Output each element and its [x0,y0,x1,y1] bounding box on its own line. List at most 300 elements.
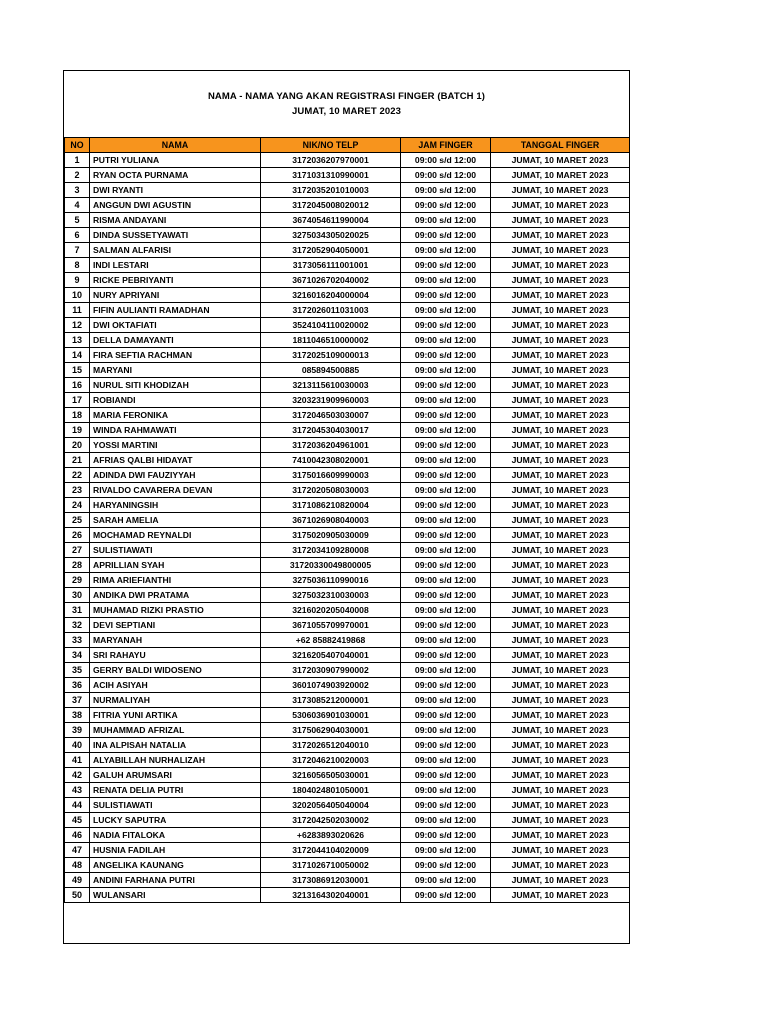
row-number: 16 [65,378,90,393]
row-name: SULISTIAWATI [90,543,261,558]
table-row [65,858,630,873]
row-tanggal-finger: JUMAT, 10 MARET 2023 [491,363,630,378]
row-nik: 3172042502030002 [261,813,401,828]
row-name: ANGELIKA KAUNANG [90,858,261,873]
row-nik: 3172045008020012 [261,198,401,213]
row-name: APRILLIAN SYAH [90,558,261,573]
row-nik: 3203231909960003 [261,393,401,408]
row-number: 29 [65,573,90,588]
row-tanggal-finger: JUMAT, 10 MARET 2023 [491,438,630,453]
row-name: NURY APRIYANI [90,288,261,303]
column-header-tanggal: TANGGAL FINGER [491,138,630,153]
row-jam-finger: 09:00 s/d 12:00 [401,243,491,258]
row-tanggal-finger: JUMAT, 10 MARET 2023 [491,633,630,648]
row-jam-finger: 09:00 s/d 12:00 [401,498,491,513]
row-jam-finger: 09:00 s/d 12:00 [401,483,491,498]
table-row [65,213,630,228]
row-jam-finger: 09:00 s/d 12:00 [401,798,491,813]
row-tanggal-finger: JUMAT, 10 MARET 2023 [491,783,630,798]
table-row [65,438,630,453]
table-row [65,348,630,363]
row-name: MARIA FERONIKA [90,408,261,423]
row-nik: 3175020905030009 [261,528,401,543]
row-jam-finger: 09:00 s/d 12:00 [401,273,491,288]
row-jam-finger: 09:00 s/d 12:00 [401,408,491,423]
row-tanggal-finger: JUMAT, 10 MARET 2023 [491,588,630,603]
row-tanggal-finger: JUMAT, 10 MARET 2023 [491,558,630,573]
row-tanggal-finger: JUMAT, 10 MARET 2023 [491,663,630,678]
row-name: DWI OKTAFIATI [90,318,261,333]
row-number: 42 [65,768,90,783]
row-name: SULISTIAWATI [90,798,261,813]
row-name: WULANSARI [90,888,261,903]
table-row [65,603,630,618]
row-nik: 3671055709970001 [261,618,401,633]
row-jam-finger: 09:00 s/d 12:00 [401,363,491,378]
row-name: ANDINI FARHANA PUTRI [90,873,261,888]
row-number: 11 [65,303,90,318]
table-row [65,888,630,903]
column-header-jam: JAM FINGER [401,138,491,153]
row-jam-finger: 09:00 s/d 12:00 [401,318,491,333]
row-jam-finger: 09:00 s/d 12:00 [401,693,491,708]
table-row [65,453,630,468]
row-name: INA ALPISAH NATALIA [90,738,261,753]
table-row [65,618,630,633]
row-nik: 3275034305020025 [261,228,401,243]
table-row [65,783,630,798]
row-number: 45 [65,813,90,828]
row-number: 40 [65,738,90,753]
table-row [65,273,630,288]
row-tanggal-finger: JUMAT, 10 MARET 2023 [491,798,630,813]
table-row [65,588,630,603]
row-nik: 3172044104020009 [261,843,401,858]
row-name: AFRIAS QALBI HIDAYAT [90,453,261,468]
row-tanggal-finger: JUMAT, 10 MARET 2023 [491,393,630,408]
row-number: 43 [65,783,90,798]
row-name: YOSSI MARTINI [90,438,261,453]
row-name: FITRIA YUNI ARTIKA [90,708,261,723]
row-tanggal-finger: JUMAT, 10 MARET 2023 [491,153,630,168]
row-jam-finger: 09:00 s/d 12:00 [401,303,491,318]
row-tanggal-finger: JUMAT, 10 MARET 2023 [491,753,630,768]
row-name: ANGGUN DWI AGUSTIN [90,198,261,213]
row-nik: 3172035201010003 [261,183,401,198]
row-jam-finger: 09:00 s/d 12:00 [401,663,491,678]
page-title: NAMA - NAMA YANG AKAN REGISTRASI FINGER (BATCH 1) [207,91,486,102]
row-nik: 3172020508030003 [261,483,401,498]
row-nik: 3172026512040010 [261,738,401,753]
row-number: 9 [65,273,90,288]
row-jam-finger: 09:00 s/d 12:00 [401,528,491,543]
table-row [65,333,630,348]
row-nik: 3216020205040008 [261,603,401,618]
row-number: 4 [65,198,90,213]
row-nik: 3175062904030001 [261,723,401,738]
row-nik: 3671026702040002 [261,273,401,288]
row-name: RISMA ANDAYANI [90,213,261,228]
row-jam-finger: 09:00 s/d 12:00 [401,603,491,618]
row-nik: 3172025109000013 [261,348,401,363]
row-nik: 3172046210020003 [261,753,401,768]
row-tanggal-finger: JUMAT, 10 MARET 2023 [491,168,630,183]
row-name: SALMAN ALFARISI [90,243,261,258]
row-jam-finger: 09:00 s/d 12:00 [401,843,491,858]
row-name: MARYANI [90,363,261,378]
row-number: 49 [65,873,90,888]
row-number: 35 [65,663,90,678]
table-row [65,318,630,333]
row-jam-finger: 09:00 s/d 12:00 [401,228,491,243]
row-jam-finger: 09:00 s/d 12:00 [401,618,491,633]
row-number: 36 [65,678,90,693]
table-row [65,693,630,708]
row-nik: 3171026710050002 [261,858,401,873]
row-tanggal-finger: JUMAT, 10 MARET 2023 [491,873,630,888]
row-jam-finger: 09:00 s/d 12:00 [401,333,491,348]
row-name: NADIA FITALOKA [90,828,261,843]
row-jam-finger: 09:00 s/d 12:00 [401,438,491,453]
table-row [65,168,630,183]
row-number: 20 [65,438,90,453]
table-row [65,393,630,408]
row-tanggal-finger: JUMAT, 10 MARET 2023 [491,453,630,468]
table-row [65,843,630,858]
row-number: 34 [65,648,90,663]
row-name: FIFIN AULIANTI RAMADHAN [90,303,261,318]
row-name: RIMA ARIEFIANTHI [90,573,261,588]
row-nik: 3175016609990003 [261,468,401,483]
row-name: DWI RYANTI [90,183,261,198]
row-name: HARYANINGSIH [90,498,261,513]
table-row [65,723,630,738]
row-name: HUSNIA FADILAH [90,843,261,858]
row-nik: 3173086912030001 [261,873,401,888]
row-number: 19 [65,423,90,438]
table-row [65,828,630,843]
row-nik: 3173085212000001 [261,693,401,708]
row-number: 10 [65,288,90,303]
row-jam-finger: 09:00 s/d 12:00 [401,393,491,408]
row-tanggal-finger: JUMAT, 10 MARET 2023 [491,318,630,333]
row-jam-finger: 09:00 s/d 12:00 [401,183,491,198]
row-tanggal-finger: JUMAT, 10 MARET 2023 [491,183,630,198]
row-name: GALUH ARUMSARI [90,768,261,783]
row-jam-finger: 09:00 s/d 12:00 [401,648,491,663]
row-jam-finger: 09:00 s/d 12:00 [401,888,491,903]
row-tanggal-finger: JUMAT, 10 MARET 2023 [491,768,630,783]
row-jam-finger: 09:00 s/d 12:00 [401,198,491,213]
row-tanggal-finger: JUMAT, 10 MARET 2023 [491,333,630,348]
row-tanggal-finger: JUMAT, 10 MARET 2023 [491,618,630,633]
row-number: 50 [65,888,90,903]
row-nik: 3275036110990016 [261,573,401,588]
row-number: 13 [65,333,90,348]
row-nik: 3173056111001001 [261,258,401,273]
row-name: RICKE PEBRIYANTI [90,273,261,288]
table-row [65,198,630,213]
row-name: LUCKY SAPUTRA [90,813,261,828]
row-tanggal-finger: JUMAT, 10 MARET 2023 [491,258,630,273]
row-tanggal-finger: JUMAT, 10 MARET 2023 [491,198,630,213]
row-name: SARAH AMELIA [90,513,261,528]
document-sheet [63,70,630,944]
table-row [65,558,630,573]
row-jam-finger: 09:00 s/d 12:00 [401,348,491,363]
row-name: ACIH ASIYAH [90,678,261,693]
row-tanggal-finger: JUMAT, 10 MARET 2023 [491,513,630,528]
table-row [65,153,630,168]
row-number: 15 [65,363,90,378]
row-jam-finger: 09:00 s/d 12:00 [401,813,491,828]
row-number: 24 [65,498,90,513]
row-name: MARYANAH [90,633,261,648]
row-number: 2 [65,168,90,183]
row-name: SRI RAHAYU [90,648,261,663]
row-tanggal-finger: JUMAT, 10 MARET 2023 [491,213,630,228]
column-header-no: NO [65,138,90,153]
table-row [65,633,630,648]
table-row [65,513,630,528]
row-name: FIRA SEFTIA RACHMAN [90,348,261,363]
row-nik: 3172052904050001 [261,243,401,258]
row-tanggal-finger: JUMAT, 10 MARET 2023 [491,348,630,363]
row-jam-finger: 09:00 s/d 12:00 [401,723,491,738]
row-nik: 1804024801050001 [261,783,401,798]
table-body [65,153,630,903]
row-nik: 3172034109280008 [261,543,401,558]
row-jam-finger: 09:00 s/d 12:00 [401,378,491,393]
row-jam-finger: 09:00 s/d 12:00 [401,633,491,648]
row-number: 28 [65,558,90,573]
row-nik: 3172045304030017 [261,423,401,438]
row-number: 1 [65,153,90,168]
row-jam-finger: 09:00 s/d 12:00 [401,543,491,558]
row-nik: 3171086210820004 [261,498,401,513]
row-tanggal-finger: JUMAT, 10 MARET 2023 [491,858,630,873]
page-subtitle: JUMAT, 10 MARET 2023 [292,106,401,117]
row-name: MUHAMMAD AFRIZAL [90,723,261,738]
row-tanggal-finger: JUMAT, 10 MARET 2023 [491,603,630,618]
row-tanggal-finger: JUMAT, 10 MARET 2023 [491,243,630,258]
row-nik: 1811046510000002 [261,333,401,348]
row-nik: 3202056405040004 [261,798,401,813]
row-jam-finger: 09:00 s/d 12:00 [401,558,491,573]
row-jam-finger: 09:00 s/d 12:00 [401,423,491,438]
row-jam-finger: 09:00 s/d 12:00 [401,678,491,693]
row-nik: 3216016204000004 [261,288,401,303]
row-nik: 31720330049800005 [261,558,401,573]
table-row [65,303,630,318]
table-row [65,768,630,783]
row-number: 5 [65,213,90,228]
row-number: 23 [65,483,90,498]
row-number: 31 [65,603,90,618]
row-nik: 3213164302040001 [261,888,401,903]
row-jam-finger: 09:00 s/d 12:00 [401,768,491,783]
row-jam-finger: 09:00 s/d 12:00 [401,783,491,798]
row-jam-finger: 09:00 s/d 12:00 [401,288,491,303]
table-row [65,498,630,513]
row-name: WINDA RAHMAWATI [90,423,261,438]
row-name: ADINDA DWI FAUZIYYAH [90,468,261,483]
row-number: 21 [65,453,90,468]
row-tanggal-finger: JUMAT, 10 MARET 2023 [491,228,630,243]
row-name: RENATA DELIA PUTRI [90,783,261,798]
row-jam-finger: 09:00 s/d 12:00 [401,738,491,753]
row-number: 26 [65,528,90,543]
row-jam-finger: 09:00 s/d 12:00 [401,573,491,588]
row-tanggal-finger: JUMAT, 10 MARET 2023 [491,648,630,663]
row-number: 25 [65,513,90,528]
row-nik: 3171031310990001 [261,168,401,183]
row-name: RIVALDO CAVARERA DEVAN [90,483,261,498]
table-row [65,708,630,723]
row-nik: 3216056505030001 [261,768,401,783]
row-number: 30 [65,588,90,603]
table-row [65,288,630,303]
column-header-nama: NAMA [90,138,261,153]
row-number: 14 [65,348,90,363]
table-row [65,738,630,753]
row-name: NURUL SITI KHODIZAH [90,378,261,393]
row-tanggal-finger: JUMAT, 10 MARET 2023 [491,423,630,438]
row-tanggal-finger: JUMAT, 10 MARET 2023 [491,708,630,723]
row-tanggal-finger: JUMAT, 10 MARET 2023 [491,303,630,318]
row-tanggal-finger: JUMAT, 10 MARET 2023 [491,528,630,543]
table-row [65,873,630,888]
row-number: 27 [65,543,90,558]
row-tanggal-finger: JUMAT, 10 MARET 2023 [491,888,630,903]
row-nik: 085894500885 [261,363,401,378]
row-jam-finger: 09:00 s/d 12:00 [401,708,491,723]
row-tanggal-finger: JUMAT, 10 MARET 2023 [491,483,630,498]
row-number: 37 [65,693,90,708]
row-tanggal-finger: JUMAT, 10 MARET 2023 [491,273,630,288]
row-tanggal-finger: JUMAT, 10 MARET 2023 [491,408,630,423]
row-tanggal-finger: JUMAT, 10 MARET 2023 [491,828,630,843]
table-row [65,648,630,663]
row-name: MUHAMAD RIZKI PRASTIO [90,603,261,618]
table-row [65,408,630,423]
row-name: ANDIKA DWI PRATAMA [90,588,261,603]
row-jam-finger: 09:00 s/d 12:00 [401,753,491,768]
row-number: 3 [65,183,90,198]
row-number: 7 [65,243,90,258]
row-nik: 3172030907990002 [261,663,401,678]
row-tanggal-finger: JUMAT, 10 MARET 2023 [491,498,630,513]
row-tanggal-finger: JUMAT, 10 MARET 2023 [491,693,630,708]
row-tanggal-finger: JUMAT, 10 MARET 2023 [491,843,630,858]
row-number: 38 [65,708,90,723]
row-number: 33 [65,633,90,648]
row-jam-finger: 09:00 s/d 12:00 [401,828,491,843]
row-number: 46 [65,828,90,843]
table-row [65,813,630,828]
row-name: PUTRI YULIANA [90,153,261,168]
row-nik: 3213115610030003 [261,378,401,393]
row-jam-finger: 09:00 s/d 12:00 [401,453,491,468]
row-tanggal-finger: JUMAT, 10 MARET 2023 [491,723,630,738]
row-jam-finger: 09:00 s/d 12:00 [401,168,491,183]
table-row [65,678,630,693]
table-row [65,528,630,543]
row-tanggal-finger: JUMAT, 10 MARET 2023 [491,543,630,558]
row-nik: 3275032310030003 [261,588,401,603]
row-name: DEVI SEPTIANI [90,618,261,633]
table-row [65,753,630,768]
column-header-nik: NIK/NO TELP [261,138,401,153]
table-row [65,378,630,393]
row-nik: 3524104110020002 [261,318,401,333]
row-name: RYAN OCTA PURNAMA [90,168,261,183]
row-name: DINDA SUSSETYAWATI [90,228,261,243]
row-nik: 3172046503030007 [261,408,401,423]
table-row [65,798,630,813]
row-jam-finger: 09:00 s/d 12:00 [401,258,491,273]
table-row [65,468,630,483]
table-row [65,243,630,258]
row-nik: 5306036901030001 [261,708,401,723]
row-tanggal-finger: JUMAT, 10 MARET 2023 [491,813,630,828]
row-number: 44 [65,798,90,813]
row-jam-finger: 09:00 s/d 12:00 [401,588,491,603]
table-row [65,663,630,678]
table-row [65,483,630,498]
table-row [65,423,630,438]
row-jam-finger: 09:00 s/d 12:00 [401,468,491,483]
row-name: NURMALIYAH [90,693,261,708]
row-number: 8 [65,258,90,273]
row-nik: 3671026908040003 [261,513,401,528]
row-jam-finger: 09:00 s/d 12:00 [401,873,491,888]
row-jam-finger: 09:00 s/d 12:00 [401,153,491,168]
table-row [65,258,630,273]
row-number: 41 [65,753,90,768]
row-nik: 3172036204961001 [261,438,401,453]
row-tanggal-finger: JUMAT, 10 MARET 2023 [491,468,630,483]
row-tanggal-finger: JUMAT, 10 MARET 2023 [491,378,630,393]
table-row [65,543,630,558]
row-nik: 3172026011031003 [261,303,401,318]
row-number: 12 [65,318,90,333]
row-number: 6 [65,228,90,243]
row-number: 48 [65,858,90,873]
row-number: 17 [65,393,90,408]
row-number: 22 [65,468,90,483]
row-nik: 3601074903920002 [261,678,401,693]
row-tanggal-finger: JUMAT, 10 MARET 2023 [491,573,630,588]
row-nik: +6283893020626 [261,828,401,843]
row-name: ROBIANDI [90,393,261,408]
row-name: ALYABILLAH NURHALIZAH [90,753,261,768]
title-block [64,71,629,137]
row-name: GERRY BALDI WIDOSENO [90,663,261,678]
row-nik: 3172036207970001 [261,153,401,168]
row-name: DELLA DAMAYANTI [90,333,261,348]
row-jam-finger: 09:00 s/d 12:00 [401,858,491,873]
row-tanggal-finger: JUMAT, 10 MARET 2023 [491,288,630,303]
row-nik: 3674054611990004 [261,213,401,228]
row-tanggal-finger: JUMAT, 10 MARET 2023 [491,678,630,693]
row-jam-finger: 09:00 s/d 12:00 [401,513,491,528]
table-row [65,573,630,588]
row-tanggal-finger: JUMAT, 10 MARET 2023 [491,738,630,753]
row-number: 32 [65,618,90,633]
row-number: 18 [65,408,90,423]
row-nik: 7410042308020001 [261,453,401,468]
